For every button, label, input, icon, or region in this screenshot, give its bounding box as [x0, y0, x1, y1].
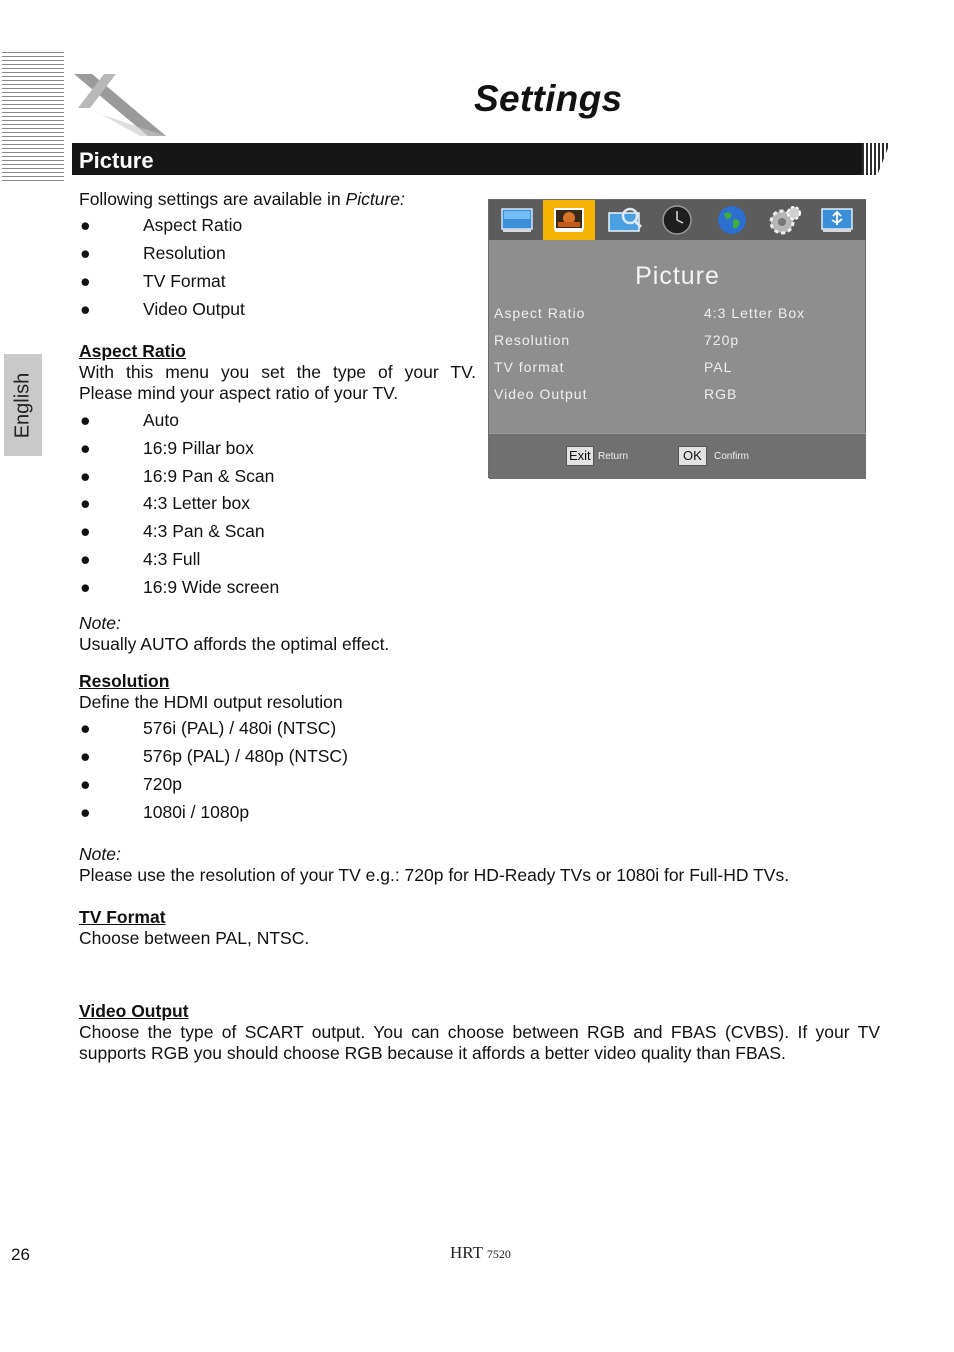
aspect-ratio-line1: With this menu you set the type of your TV. — [79, 362, 476, 382]
gear-icon[interactable] — [758, 200, 810, 240]
resolution-option: 576i (PAL) / 480i (NTSC) — [143, 718, 337, 738]
aspect-note-text: Usually AUTO affords the optimal effect. — [79, 634, 390, 654]
video-output-line2: supports RGB you should choose RGB because it affords a better video quality than FBAS. — [79, 1043, 786, 1063]
page-number: 26 — [11, 1245, 30, 1264]
language-tab-label-wrap — [4, 354, 42, 456]
osd-row-value[interactable]: RGB — [704, 386, 738, 402]
bullet: ● — [80, 577, 91, 597]
exit-key-label: Return — [598, 451, 629, 462]
bullet: ● — [80, 271, 91, 291]
bullet: ● — [80, 549, 91, 569]
picture-icon[interactable] — [543, 200, 595, 240]
bullet: ● — [80, 718, 91, 738]
video-output-line1: Choose the type of SCART output. You can choose between RGB and FBAS (CVBS). If your TV — [79, 1022, 880, 1042]
aspect-option: 16:9 Pillar box — [143, 438, 254, 458]
resolution-option: 720p — [143, 774, 182, 794]
section-bar — [72, 143, 862, 175]
aspect-option: 16:9 Wide screen — [143, 577, 280, 597]
osd-row-label[interactable]: Aspect Ratio — [494, 305, 586, 321]
resolution-option: 576p (PAL) / 480p (NTSC) — [143, 746, 348, 766]
bullet: ● — [80, 466, 91, 486]
model-brand: HRT — [450, 1243, 483, 1262]
globe-icon[interactable] — [706, 200, 758, 240]
tv-format-text: Choose between PAL, NTSC. — [79, 928, 310, 948]
intro-item: Resolution — [143, 243, 226, 263]
language-tab-label: English — [11, 372, 34, 438]
search-channel-icon[interactable] — [599, 200, 651, 240]
bullet: ● — [80, 215, 91, 235]
section-bar-pattern — [848, 143, 890, 175]
aspect-note-label: Note: — [79, 613, 121, 633]
monitor-icon[interactable] — [491, 200, 543, 240]
tv-format-heading: TV Format — [79, 907, 166, 927]
bullet: ● — [80, 521, 91, 541]
osd-row-label[interactable]: Resolution — [494, 332, 571, 348]
bullet: ● — [80, 746, 91, 766]
osd-row-value[interactable]: 720p — [704, 332, 740, 348]
intro-text — [79, 189, 405, 210]
header-stripes — [2, 52, 64, 182]
osd-row-label[interactable]: TV format — [494, 359, 565, 375]
intro-italic: Picture: — [345, 189, 405, 209]
intro-item: Aspect Ratio — [143, 215, 243, 235]
intro-item: Video Output — [143, 299, 245, 319]
osd-row-value[interactable]: PAL — [704, 359, 733, 375]
aspect-option: 4:3 Full — [143, 549, 201, 569]
exit-key[interactable]: Exit — [566, 446, 594, 466]
bullet: ● — [80, 299, 91, 319]
intro-prefix: Following settings are available in — [79, 189, 346, 209]
resolution-note-label: Note: — [79, 844, 121, 864]
ok-key-label: Confirm — [714, 451, 750, 462]
bullet: ● — [80, 243, 91, 263]
aspect-ratio-line2: Please mind your aspect ratio of your TV. — [79, 383, 399, 403]
bullet: ● — [80, 438, 91, 458]
bullet: ● — [80, 410, 91, 430]
aspect-option: 4:3 Pan & Scan — [143, 521, 265, 541]
resolution-option: 1080i / 1080p — [143, 802, 250, 822]
page-title: Settings — [474, 78, 623, 119]
clock-icon[interactable] — [651, 200, 703, 240]
aspect-option: 4:3 Letter box — [143, 493, 251, 513]
bullet: ● — [80, 493, 91, 513]
brand-logo — [70, 70, 170, 140]
aspect-option: Auto — [143, 410, 179, 430]
resolution-text: Define the HDMI output resolution — [79, 692, 343, 712]
osd-title: Picture — [635, 262, 720, 290]
aspect-option: 16:9 Pan & Scan — [143, 466, 275, 486]
model-name — [450, 1243, 511, 1263]
aspect-ratio-heading: Aspect Ratio — [79, 341, 186, 361]
intro-item: TV Format — [143, 271, 226, 291]
model-number: 7520 — [486, 1247, 511, 1261]
osd-row-label[interactable]: Video Output — [494, 386, 588, 402]
ok-key[interactable]: OK — [678, 446, 707, 466]
bullet: ● — [80, 774, 91, 794]
resolution-note-text: Please use the resolution of your TV e.g.: 720p for HD-Ready TVs or 1080i for Full-HD TVs. — [79, 865, 790, 885]
osd-row-value[interactable]: 4:3 Letter Box — [704, 305, 806, 321]
usb-icon[interactable] — [811, 200, 863, 240]
section-title: Picture — [79, 148, 154, 173]
bullet: ● — [80, 802, 91, 822]
resolution-heading: Resolution — [79, 671, 170, 691]
video-output-heading: Video Output — [79, 1001, 189, 1021]
